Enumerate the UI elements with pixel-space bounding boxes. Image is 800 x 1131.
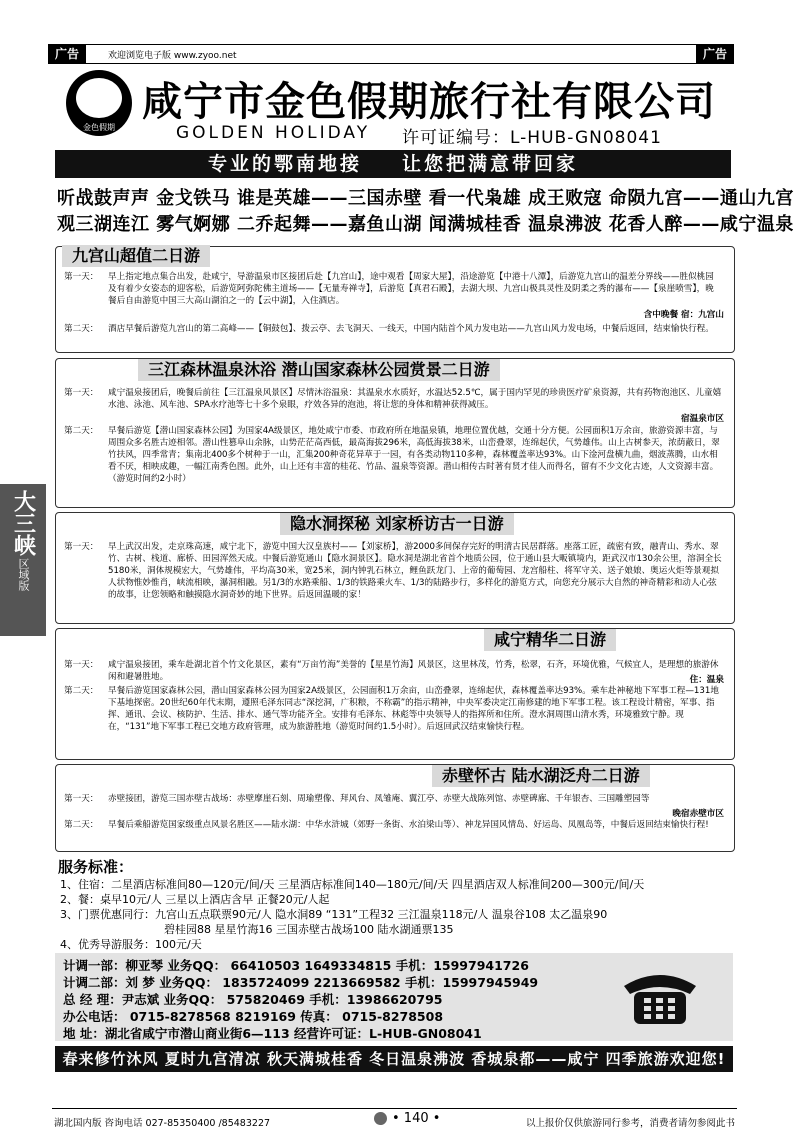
company-name: 咸宁市金色假期旅行社有限公司 [142,78,716,125]
tour-title: 赤壁怀古 陆水湖泛舟二日游 [432,765,650,787]
service-line: 3、门票优惠同行：九宫山五点联票90元/人 隐水洞89 “131”工程32 三江温泉118元/人 温泉谷108 太乙温泉90 [60,908,608,921]
day-text: 咸宁温泉接团后，晚餐后前往【三江温泉风景区】尽情沐浴温泉：其温泉水水质好，水温达52.5℃，属于国内罕见的珍贵医疗矿泉资源，共有药物泡池区、儿童嬉水池、泳池、风车池、SPA水疗池等七十多个泉眼，疗效各异的泡池，将让您的身体和精神获得减压。 [108,388,722,410]
site-url: 欢迎浏览电子版 www.zyoo.net [108,51,237,61]
day-text: 早餐后游览国家森林公园，潜山国家森林公园为国家2A级景区，公园面积1万余亩，山峦叠翠，连绵起伏，森林覆盖率达93%。乘车赴神秘地下军事工程—131地下基地探密。20世纪60年代末期，遵照毛泽东同志“深挖洞，广积粮，不称霸”的指示精神，中央军委决定江南修建的地下军事工程。该工程设计精密，军事、指挥、通讯、会议、核防护、生活、排水、通气等功能齐全。安排有毛泽东、林彪等中央领导人的指挥所和住所。澄水洞周围山清水秀，环境雅致宁静。现在，“131”地下军事工程已交地方政府管理，成为旅游胜地（游览时间约1.5小时）。后返回武汉结束愉快行程。 [108,686,719,732]
day-label: 第二天： [64,820,99,830]
tour-day [64,793,724,805]
day-text: 酒店早餐后游览九宫山的第二高峰——【铜鼓包】、拨云亭、去飞洞天、一线天，中国内陆首个风力发电站——九宫山风力发电场，中餐后返回，结束愉快行程。 [108,324,714,334]
edition-small: 区域版 [17,558,30,591]
tour-day [64,659,724,683]
stay-note: 住：温泉 [689,675,724,685]
page-footer [52,1108,737,1129]
day-label: 第一天： [64,794,99,804]
day-label: 第二天： [64,426,99,436]
day-label: 第二天： [64,686,99,696]
logo-caption: 金色假期 [83,123,115,132]
tour-section-yinshuidong [55,512,735,624]
day-label: 第二天： [64,324,99,334]
contact-row: 办公电话： 0715-8278568 8219169 传真： 0715-8278508 [63,1009,444,1024]
bottom-slogan: 春来修竹沐风 夏时九宫清凉 秋天满城桂香 冬日温泉沸波 香城泉都——咸宁 四季旅游欢迎您! [55,1046,733,1072]
stay-note: 宿温泉市区 [681,414,724,424]
service-line: 碧桂园88 星星竹海16 三国赤壁古战场100 陆水湖通票135 [164,923,454,936]
tour-day [64,425,724,485]
tour-section-xianning [55,628,735,760]
top-bar [48,44,734,64]
tour-title: 隐水洞探秘 刘家桥访古一日游 [280,513,514,535]
ad-tag-right: 广告 [696,45,734,63]
logo-swirl-icon [76,78,122,118]
tour-title: 九宫山超值二日游 [62,245,210,267]
ad-tag-left: 广告 [48,45,86,63]
slogan-left: 专业的鄂南地接 [207,153,362,175]
page-number: • 140 • [392,1111,441,1126]
tour-day [64,387,724,411]
tour-title: 咸宁精华二日游 [484,629,616,651]
slogan-banner [55,150,731,178]
tour-title: 三江森林温泉沐浴 潜山国家森林公园赏景二日游 [138,359,500,381]
page-badge-icon [374,1112,387,1125]
promo-line-1: 听战鼓声声 金戈铁马 谁是英雄——三国赤壁 看一代枭雄 成王败寇 命陨九宫——通山九宫 [57,188,794,209]
stay-note: 含中晚餐 宿：九宫山 [643,310,724,320]
tour-day [64,819,724,831]
day-label: 第一天： [64,660,99,670]
day-label: 第一天： [64,542,99,552]
promo-line-2: 观三湖连江 雾气婀娜 二乔起舞——嘉鱼山湖 闻满城桂香 温泉沸波 花香人醉——咸宁温泉 [57,214,794,235]
service-title: 服务标准： [58,858,134,876]
edition-big: 大三峡 [10,490,36,556]
day-text: 早上指定地点集合出发，赴咸宁，导游温泉市区接团后赴【九宫山】，途中观看【周家大屋】，沿途游览【中港十八潭】，后游览九宫山的温差分界线——胜似桃园及有着少女姿态的迎客松，后游览阿弥陀佛主道场——【无量寿禅寺】，后游览【真君石殿】，去湖大坝、九宫山极具灵性及阴柔之秀的瀑布——【泉崖喷雪】，晚餐后自由游览中国三大高山湖泊之一的【云中湖】，入住酒店。 [108,272,714,306]
tour-day [64,323,724,335]
footer-left: 湖北国内版 咨询电话 027-85350400 /85483227 [54,1118,271,1129]
contact-row: 地 址：湖北省咸宁市潜山商业街6—113 经营许可证：L-HUB-GN08041 [63,1026,482,1041]
day-text: 赤壁接团，游览三国赤壁古战场：赤壁摩崖石刻、周瑜塑像、拜风台、凤雏庵、翼江亭、赤壁大战陈列馆、赤壁碑廊、千年银杏、三国雕塑园等 [108,794,650,804]
day-text: 早餐后游览【潜山国家森林公园】为国家4A级景区，地处咸宁市委、市政府所在地温泉镇，地理位置优越，交通十分方便。公园面积1万余亩，旅游资源丰富，与周围众多名胜古迹相邻。潜山性篡阜山余脉，山势茫茫高西低，最高海拔296米，高低海拔38米，山峦叠翠，连绵起伏，气势雄伟。山上古树参天，浓荫蔽日，翠竹扶风，四季常青；集南北400多个树种于一山，汇集200种奇花异草于一园，有各类动物110多种，森林覆盖率达93%。山下淦河盘横九曲，烟波蒸腾，山水相看不厌，相映成趣，一幅江南秀色图。此外，山上还有丰富的桂花、竹品、温泉等资源。潜山相传古时著有贤才佳人而得名，留有不少文化古迹，人文资源丰富。（游览时间约2小时） [108,426,720,484]
day-text: 咸宁温泉接团，乘车赴湖北首个竹文化景区，素有“万亩竹海”美誉的【星星竹海】风景区，这里林茂，竹秀，松翠，石齐，环境优雅，气候宜人，是理想的旅游休闲和避暑胜地。 [108,660,719,682]
service-line: 4、优秀导游服务：100元/天 [60,938,202,951]
slogan-right: 让您把满意带回家 [402,153,579,175]
service-line: 1、住宿：二星酒店标准间80—120元/间/天 三星酒店标准间140—180元/间/天 四星酒店双人标准间200—300元/间/天 [60,878,645,891]
company-english: GOLDEN HOLIDAY [176,123,371,143]
company-logo [66,70,132,136]
stay-note: 晚宿赤壁市区 [672,809,724,819]
tour-day [64,685,724,733]
day-text: 早餐后乘船游览国家级重点风景名胜区——陆水湖：中华水浒城（郊野一条街、水泊梁山等）、神龙异国风情岛、好运岛、凤凰岛等，中餐后返回结束愉快行程! [108,820,709,830]
edition-side-label [0,484,46,636]
day-label: 第一天： [64,388,99,398]
day-text: 早上武汉出发，走京珠高速，咸宁北下，游览中国大汉皇族村——【刘家桥】，游2000多间保存完好的明清古民居群落。座落工匠，疏密有致，融青山、秀水、翠竹、古树、栈道、廊桥、田园浑然天成。中餐后游览通山【隐水洞景区】。隐水洞是湖北省首个地质公园，位于通山县大畈镇境内，距武汉市130余公里，溶洞全长5180米，洞体规模宏大，气势雄伟，平均高30米，宽25米，洞内钟乳石林立，鲤鱼跃龙门、上帝的葡萄园、龙宫船柱、将军守关、送子娘娘、奥运火炬等景观拟人状物惟妙惟肖，峡流相映，瀑洞相融。另1/3的水路乘船、1/3的铁路乘火车、1/3的陆路步行，多样化的游览方式，向您充分展示大自然的神奇精彩和动人心弦的故事，让您领略和触摸隐水洞奇妙的地下世界。后返回温暖的家！ [108,542,722,600]
day-label: 第一天： [64,272,99,282]
contact-row: 计调二部：刘 梦 业务QQ： 1835724099 2213669582 手机：15997945949 [63,975,539,990]
service-line: 2、餐：桌早10元/人 三星以上酒店含早 正餐20元/人起 [60,893,330,906]
tour-day [64,271,724,307]
tour-section-jiugongshan [55,246,735,353]
tour-day [64,541,724,601]
contact-row: 计调一部：柳亚琴 业务QQ： 66410503 1649334815 手机：15997941726 [63,958,529,973]
tour-section-chibi [55,764,735,852]
tour-section-sanjiang [55,358,735,508]
footer-right: 以上报价仅供旅游同行参考，消费者请勿参阅此书 [525,1118,735,1129]
license-number: 许可证编号：L-HUB-GN08041 [402,128,662,148]
telephone-icon [618,968,702,1028]
contact-row: 总 经 理：尹志斌 业务QQ： 575820469 手机：13986620795 [63,992,443,1007]
